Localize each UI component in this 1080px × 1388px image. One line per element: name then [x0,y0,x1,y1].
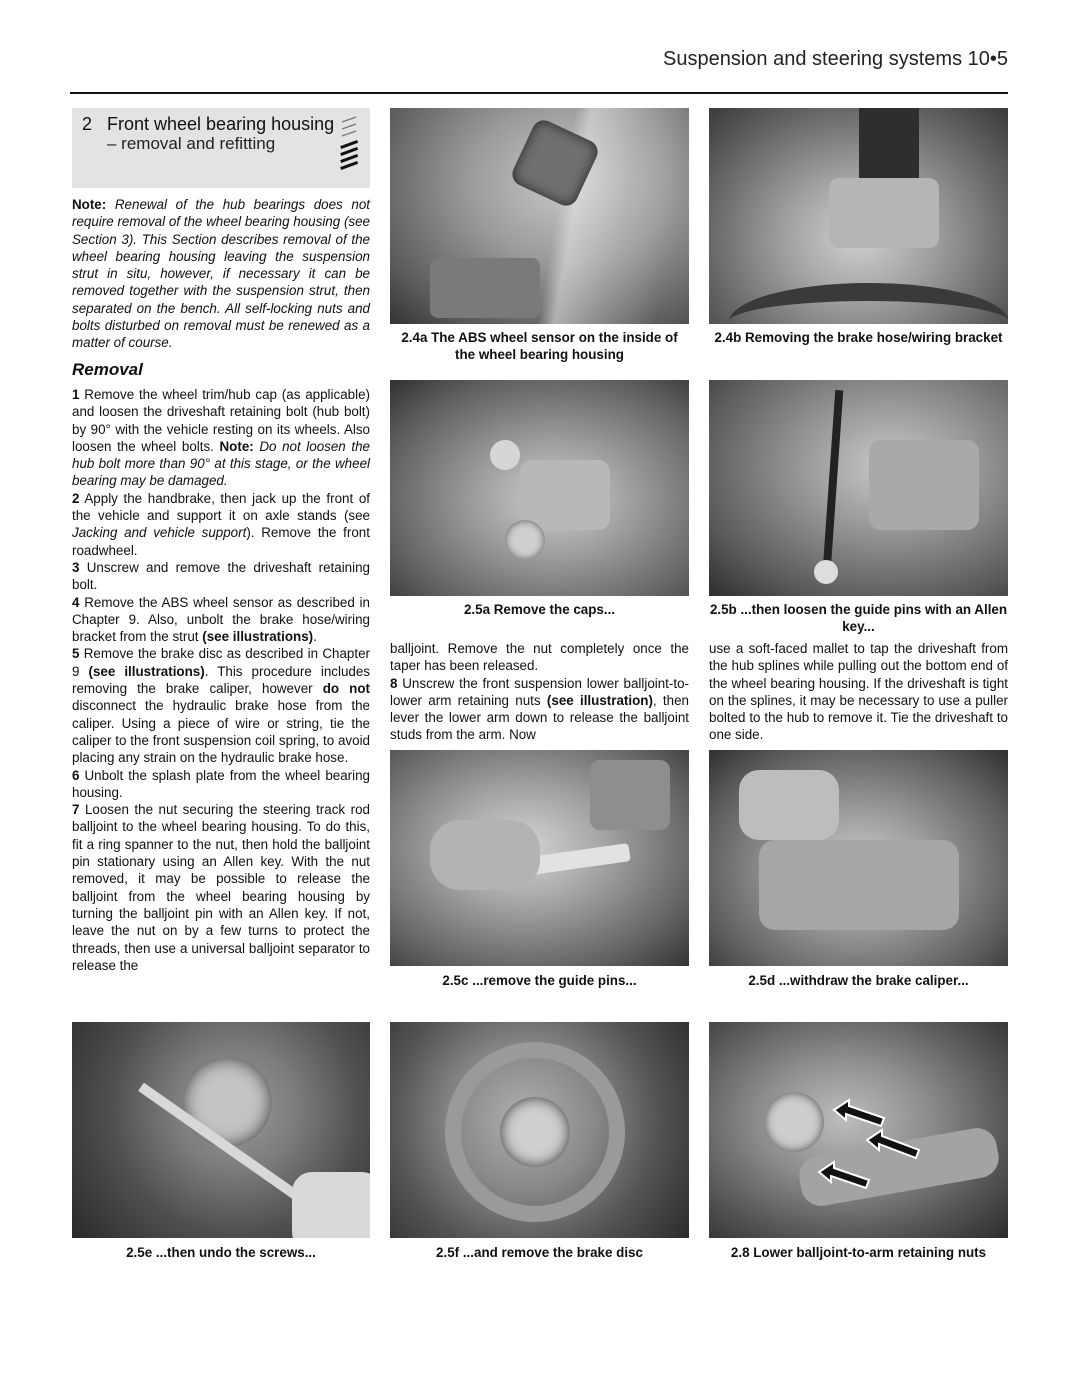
step-bold-ref: (see illustrations) [88,663,205,679]
removal-heading: Removal [72,360,143,379]
caption-2-5b: 2.5b ...then loosen the guide pins with an Allen key... [709,602,1008,634]
step-number: 4 [72,594,80,610]
step-7 [72,801,370,974]
caption-2-4a: 2.4a The ABS wheel sensor on the inside of the wheel bearing housing [401,330,678,362]
step-text: Apply the handbrake, then jack up the front of the vehicle and support it on axle stands (see [72,490,371,524]
step-bold-ref: (see illustration) [546,692,653,708]
photo-2-5c [390,750,689,966]
photo-2-5f [390,1022,689,1238]
arrow-icon [834,1100,884,1126]
step-text: disconnect the hydraulic brake hose from the caliper. Using a piece of wire or string, tie the caliper to the front suspension coil spring, to avoid placing any strain on the hydraulic brake hose. [72,698,370,766]
step-7-continued: balljoint. Remove the nut completely once the taper has been released. [390,641,689,674]
step-number: 6 [72,767,80,783]
step-number: 1 [72,387,80,402]
step-text: Unscrew and remove the driveshaft retaining bolt. [72,559,370,593]
middle-column-text [390,640,689,744]
section-title: Front wheel bearing housing [107,114,335,134]
note-label: Note: [72,197,107,212]
section-heading-box [72,108,370,188]
photo-2-5a [390,380,689,596]
step-bold-ref: (see illustrations) [202,629,314,645]
step-text: Remove the brake disc as described in Chapter 9 [72,646,370,679]
caption-2-8: 2.8 Lower balljoint-to-arm retaining nuts [730,1245,987,1260]
photo-2-5b [709,380,1008,596]
section-subtitle: – removal and refitting [107,134,276,153]
caption-2-5f: 2.5f ...and remove the brake disc [436,1245,643,1260]
step-note-label: Note: [219,438,254,454]
step-text: . This procedure includes removing the brake caliper, however [72,663,370,697]
step-8 [390,675,689,744]
caption-2-5e: 2.5e ...then undo the screws... [126,1245,316,1260]
photo-2-4b [709,108,1008,324]
arrow-icon [819,1162,869,1188]
step-number: 7 [72,802,80,818]
photo-2-4a [390,108,689,324]
caption-2-5a: 2.5a Remove the caps... [463,602,616,617]
step-text: Remove the wheel trim/hub cap (as applicable) and loosen the driveshaft retaining bolt (hub bolt) by 90° with the vehicle resting on its wheels. Also loosen the wheel bolts. [72,387,370,454]
step-number: 3 [72,559,80,575]
arrow-icons [709,1022,1008,1238]
spanner-icon [338,116,360,180]
caption-2-4b: 2.4b Removing the brake hose/wiring bracket [714,330,1003,345]
step-text: Unbolt the splash plate from the wheel bearing housing. [72,767,370,800]
step-6 [72,767,370,802]
step-bold-warning: do not [322,681,370,697]
photo-2-8 [709,1022,1008,1238]
step-text: Loosen the nut securing the steering track rod balljoint to the wheel bearing housing. To do this, fit a ring spanner to the nut, then hold the balljoint pin stationary using an Allen key. With the nut removed, it may be possible to release the balljoint from the wheel bearing housing by turning the balljoint pin with an Allen key. If not, leave the nut on by a few turns to protect the threads, then use a universal balljoint separator to release the [72,802,370,973]
running-header: Suspension and steering systems 10•5 [663,48,1008,70]
step-4: 4 Remove the ABS wheel sensor as described in Chapter 9. Also, unbolt the brake hose/wiring bracket from the strut (see illustrations). [72,594,370,645]
step-note-text: Do not loosen the hub bolt more than 90° at this stage, or the wheel bearing may be damaged. [72,438,370,489]
arrow-icon [867,1130,919,1158]
note-text: Renewal of the hub bearings does not require removal of the wheel bearing housing (see Section 3). This Section describes removal of the wheel bearing housing leaving the suspension strut in situ, however, if necessary it can be removed together with the suspension strut, then separated on the bench. All self-locking nuts and bolts disturbed on removal must be renewed as a matter of course. [72,197,370,351]
left-column-text [72,386,370,974]
step-text: Remove the ABS wheel sensor as described in Chapter 9. Also, unbolt the brake hose/wiring bracket from the strut [72,594,370,645]
section-number: 2 [82,114,93,134]
step-number: 2 [72,490,80,506]
step-italic-ref: Jacking and vehicle support [72,525,247,541]
step-number: 8 [390,675,398,691]
step-1 [72,386,370,490]
caption-2-5c: 2.5c ...remove the guide pins... [442,973,637,988]
step-3 [72,559,370,594]
right-column-text [709,640,1008,744]
header-rule [70,92,1008,94]
note-block [72,196,370,352]
step-text: Unscrew the front suspension lower balljoint-to-lower arm retaining nuts [390,675,689,708]
step-text: ). Remove the front roadwheel. [72,525,370,558]
caption-2-5d: 2.5d ...withdraw the brake caliper... [748,973,969,988]
step-2 [72,490,370,559]
photo-2-5e [72,1022,370,1238]
step-text: , then lever the lower arm down to release the balljoint studs from the arm. Now [390,692,689,743]
step-8-continued: use a soft-faced mallet to tap the driveshaft from the hub splines while pulling out the bottom end of the wheel bearing housing. If the driveshaft is tight on the splines, it may be necessary to use a puller bolted to the hub to remove it. Tie the driveshaft to one side. [709,641,1008,743]
step-5 [72,645,370,766]
step-number: 5 [72,646,80,662]
photo-2-5d [709,750,1008,966]
